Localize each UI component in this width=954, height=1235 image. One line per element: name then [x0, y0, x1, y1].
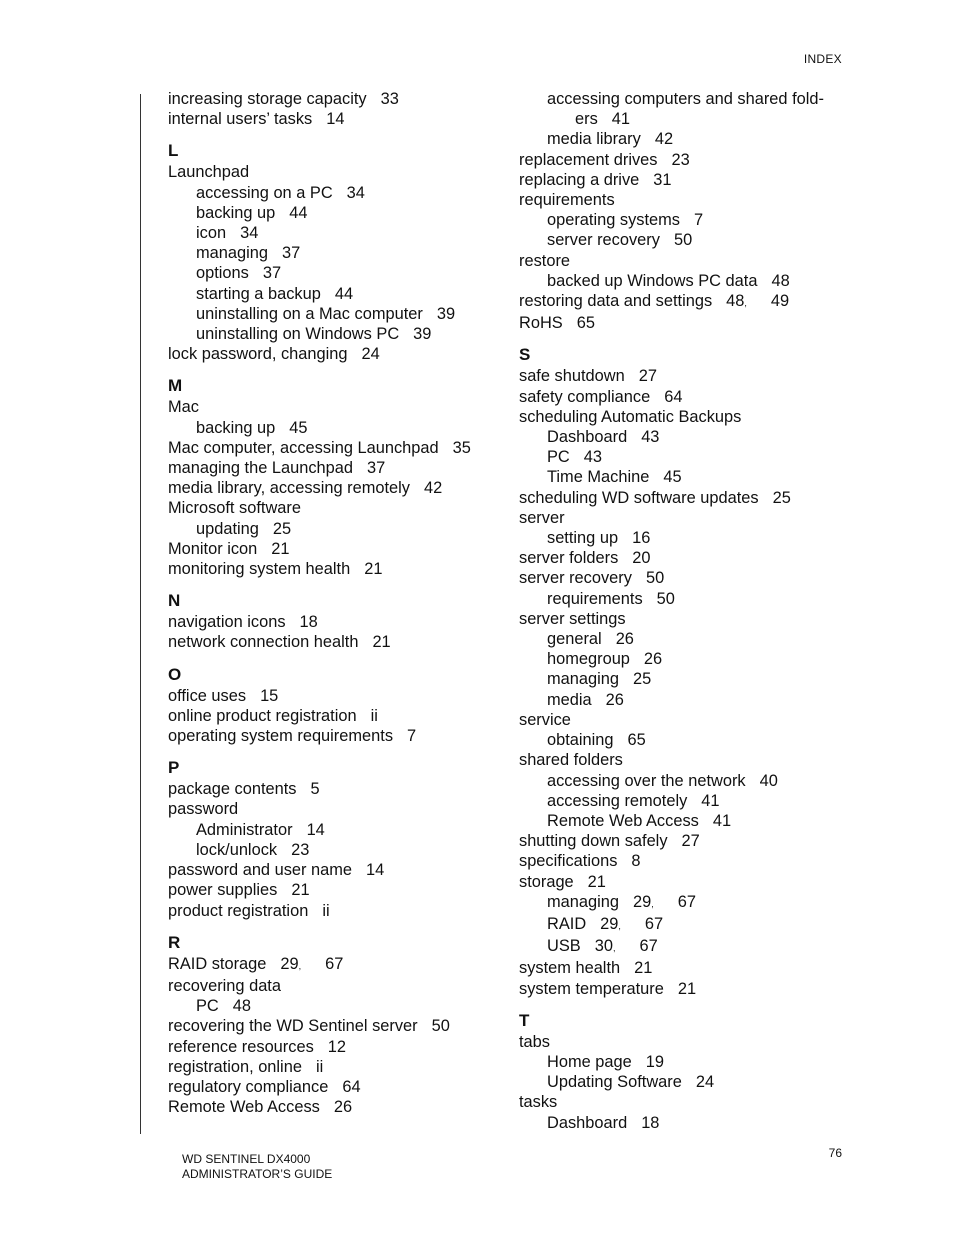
index-term: backing up [196, 418, 276, 437]
index-term: package contents [168, 780, 297, 799]
page-reference-link[interactable]: 67 [644, 914, 664, 933]
index-term: shared folders [519, 751, 623, 770]
index-term: increasing storage capacity [168, 90, 367, 108]
page-separator: , [298, 960, 302, 971]
index-term: server [519, 508, 565, 527]
index-entry [519, 251, 849, 271]
page-reference-link[interactable]: 42 [424, 479, 443, 498]
index-term: office uses [168, 686, 247, 705]
index-term: storage [519, 872, 574, 891]
index-subentry [519, 210, 849, 230]
index-letter-heading: T [519, 1010, 530, 1030]
index-subentry [519, 629, 849, 649]
index-term: service [519, 710, 571, 729]
index-term: registration, online [168, 1057, 302, 1076]
index-entry [168, 89, 508, 109]
index-term: general [547, 630, 602, 649]
index-term: obtaining [547, 731, 614, 750]
index-entry [519, 190, 849, 210]
index-subentry [519, 271, 849, 291]
index-term: Monitor icon [168, 539, 258, 558]
footer [182, 1152, 332, 1182]
index-term: RoHS [519, 314, 563, 333]
index-letter-heading: R [168, 932, 181, 952]
index-entry [168, 779, 508, 799]
index-term: safety compliance [519, 387, 651, 406]
index-term: safe shutdown [519, 367, 625, 386]
index-term: accessing over the network [547, 771, 746, 790]
index-term: system health [519, 959, 621, 978]
index-entry [519, 366, 849, 386]
index-entry [168, 612, 508, 632]
page-reference-link[interactable]: 34 [240, 224, 259, 243]
page-reference-link[interactable]: 50 [673, 231, 693, 250]
index-entry [519, 979, 849, 999]
index-term: power supplies [168, 881, 278, 900]
page-reference-link[interactable]: 5 [310, 780, 320, 799]
page-reference-link[interactable]: 19 [645, 1052, 664, 1071]
page-reference-link[interactable]: 67 [639, 937, 658, 956]
page-reference-link[interactable]: 48 [726, 292, 745, 311]
page-reference-link[interactable]: 14 [326, 110, 345, 129]
index-subentry [168, 243, 508, 263]
index-term: Remote Web Access [168, 1098, 320, 1117]
index-subentry [519, 649, 849, 669]
index-subentry [168, 203, 508, 223]
page-reference-link[interactable]: 50 [645, 569, 665, 588]
index-entry [168, 1057, 508, 1077]
index-subentry [168, 304, 508, 324]
index-entry [168, 559, 508, 579]
page-reference-link[interactable]: 15 [260, 686, 279, 705]
index-term: Mac [168, 398, 199, 417]
section-header: INDEX [803, 52, 842, 66]
index-subentry [168, 263, 508, 283]
page-reference-link[interactable]: 21 [587, 872, 606, 891]
index-term: reference resources [168, 1037, 314, 1056]
index-term: specifications [519, 852, 618, 871]
index-term: monitoring system health [168, 560, 351, 579]
index-term: PC [547, 448, 570, 467]
page-reference-link[interactable]: 23 [671, 150, 690, 169]
index-subentry [519, 690, 849, 710]
index-entry [519, 313, 849, 333]
index-entry [519, 548, 849, 568]
index-subentry [519, 1052, 849, 1072]
margin-rule [140, 94, 141, 1134]
page-reference-link[interactable]: 37 [282, 244, 301, 263]
index-term: accessing remotely [547, 791, 688, 810]
index-term: homegroup [547, 650, 630, 669]
index-entry [519, 831, 849, 851]
page-reference-link[interactable]: 50 [431, 1017, 450, 1036]
index-term: Administrator [196, 820, 293, 839]
index-term: system temperature [519, 979, 664, 998]
index-subentry [519, 1072, 849, 1092]
page-reference-link[interactable]: 41 [701, 791, 720, 810]
page-reference-link[interactable]: 37 [367, 459, 386, 478]
index-subentry [168, 418, 508, 438]
page-reference-link[interactable]: 43 [641, 428, 660, 447]
page-reference-link[interactable]: 67 [677, 892, 696, 911]
page-reference-link[interactable]: 21 [372, 633, 391, 652]
footer-product-name: WD SENTINEL DX4000 [182, 1152, 311, 1166]
index-entry [168, 954, 508, 976]
index-term: managing [196, 244, 268, 263]
page-separator: , [612, 943, 616, 954]
index-term: RAID storage [168, 954, 267, 973]
index-term: network connection health [168, 633, 359, 652]
index-entry [168, 976, 508, 996]
index-term: requirements [547, 589, 643, 608]
page-reference-link[interactable]: 40 [759, 771, 778, 790]
index-entry [168, 344, 508, 364]
index-term: updating [196, 519, 259, 538]
index-term: Remote Web Access [547, 811, 699, 830]
index-letter-heading: L [168, 141, 179, 161]
index-entry [519, 958, 849, 978]
index-entry [168, 458, 508, 478]
index-subentry [168, 324, 508, 344]
page-reference-link[interactable]: 26 [643, 650, 663, 669]
index-term: navigation icons [168, 613, 286, 632]
index-term: recovering the WD Sentinel server [168, 1017, 418, 1036]
index-term: USB [547, 937, 581, 956]
page-reference-link[interactable]: 48 [232, 997, 252, 1016]
index-entry [168, 109, 508, 129]
page-reference-link[interactable]: 41 [611, 110, 631, 129]
page-reference-link[interactable]: 41 [712, 811, 732, 830]
index-entry [168, 438, 508, 458]
page-reference-link[interactable]: 45 [663, 468, 682, 487]
page-reference-link[interactable]: 21 [677, 979, 697, 998]
index-subentry [519, 730, 849, 750]
index-term: Home page [547, 1052, 632, 1071]
index-term: scheduling Automatic Backups [519, 407, 742, 426]
index-term: Launchpad [168, 163, 250, 182]
index-entry [168, 1077, 508, 1097]
page-separator: , [651, 898, 654, 909]
page-reference-link[interactable]: 7 [694, 211, 704, 230]
page-reference-link[interactable]: 64 [342, 1077, 361, 1096]
page-reference-link[interactable]: 31 [653, 170, 672, 189]
index-term: options [196, 264, 249, 283]
index-term: product registration [168, 901, 309, 920]
index-entry [519, 291, 849, 313]
page-separator: , [744, 298, 747, 309]
page-reference-link[interactable]: 37 [262, 264, 282, 283]
footer-guide-title: ADMINISTRATOR’S GUIDE [182, 1167, 333, 1181]
page-reference-link[interactable]: 43 [583, 448, 603, 467]
index-term: tasks [519, 1093, 558, 1112]
index-entry [519, 170, 849, 190]
page-reference-link[interactable]: 50 [656, 589, 675, 608]
index-subentry [519, 811, 849, 831]
page-reference-link[interactable]: 25 [633, 670, 652, 689]
index-term: media [547, 690, 592, 709]
page-reference-link[interactable]: 23 [291, 840, 310, 859]
index-term: accessing on a PC [196, 183, 333, 202]
index-term: Microsoft software [168, 499, 301, 518]
page-reference-link[interactable]: 34 [346, 183, 365, 202]
page-reference-link[interactable]: 65 [576, 314, 595, 333]
page-reference-link[interactable]: 8 [631, 852, 641, 871]
page-reference-link[interactable]: 26 [333, 1098, 353, 1117]
index-term: media library [547, 130, 641, 149]
index-entry [168, 478, 508, 498]
index-entry [519, 387, 849, 407]
page-number: 76 [828, 1146, 842, 1160]
page-reference-link[interactable]: 48 [771, 271, 790, 290]
index-entry [168, 901, 508, 921]
page-reference-link[interactable]: ii [322, 901, 330, 920]
index-term: starting a backup [196, 284, 321, 303]
index-term: Dashboard [547, 1113, 628, 1132]
page-reference-link[interactable]: 64 [664, 387, 683, 406]
page-reference-link[interactable]: 65 [627, 731, 646, 750]
index-term: lock password, changing [168, 345, 348, 364]
index-letter-heading: S [519, 345, 531, 365]
index-term: uninstalling on Windows PC [196, 325, 400, 344]
index-subentry [168, 820, 508, 840]
page-reference-link[interactable]: 21 [291, 881, 310, 900]
index-entry [519, 1092, 849, 1112]
index-term: managing [547, 670, 619, 689]
index-term: requirements [519, 191, 615, 210]
index-subentry [519, 936, 849, 958]
page-reference-link[interactable]: 14 [366, 861, 385, 880]
page-reference-link[interactable]: 12 [327, 1037, 346, 1056]
index-subentry [519, 791, 849, 811]
index-term: Updating Software [547, 1073, 682, 1092]
index-term: setting up [547, 529, 619, 548]
page-reference-link[interactable]: 16 [632, 529, 651, 548]
index-term: managing [547, 892, 619, 911]
index-entry [168, 1097, 508, 1117]
index-subentry [519, 447, 849, 467]
page-reference-link[interactable]: 29 [280, 954, 299, 973]
page-reference-link[interactable]: 18 [299, 613, 318, 632]
page-reference-link[interactable]: 45 [289, 418, 308, 437]
index-subentry [519, 1113, 849, 1133]
index-term: PC [196, 997, 219, 1016]
index-column-right [519, 89, 849, 1133]
index-term: backed up Windows PC data [547, 271, 758, 290]
index-term: uninstalling on a Mac computer [196, 304, 423, 323]
index-subentry [519, 892, 849, 914]
index-entry [168, 1016, 508, 1036]
index-entry [168, 632, 508, 652]
index-entry [519, 568, 849, 588]
index-subentry [519, 589, 849, 609]
index-term: restore [519, 251, 571, 270]
index-term: replacement drives [519, 150, 658, 169]
index-subentry [168, 840, 508, 860]
index-subentry [168, 223, 508, 243]
index-subentry [168, 183, 508, 203]
page-reference-link[interactable]: 24 [695, 1073, 715, 1092]
index-term: scheduling WD software updates [519, 488, 759, 507]
index-subentry [519, 914, 849, 936]
index-term: Time Machine [547, 468, 650, 487]
index-term: server recovery [519, 569, 632, 588]
index-entry [519, 851, 849, 871]
index-entry [519, 609, 849, 629]
index-entry [168, 860, 508, 880]
index-subentry [168, 519, 508, 539]
index-term: server settings [519, 609, 626, 628]
index-term: media library, accessing remotely [168, 479, 411, 498]
index-letter-heading: N [168, 591, 181, 611]
index-subentry [168, 996, 508, 1016]
index-entry [168, 498, 508, 518]
index-entry [519, 1032, 849, 1052]
index-entry [519, 150, 849, 170]
index-term: lock/unlock [196, 840, 278, 859]
index-subentry [519, 528, 849, 548]
index-term: icon [196, 224, 227, 243]
index-entry [519, 508, 849, 528]
index-term: backing up [196, 203, 276, 222]
page-reference-link[interactable]: 27 [638, 367, 657, 386]
index-term: password [168, 800, 239, 819]
page-reference-link[interactable]: 26 [615, 630, 634, 649]
page-reference-link[interactable]: 24 [361, 345, 380, 364]
page-reference-link[interactable]: 44 [289, 203, 308, 222]
index-term: replacing a drive [519, 170, 640, 189]
index-letter-heading: O [168, 664, 182, 684]
page-reference-link[interactable]: 30 [594, 937, 613, 956]
page-reference-link[interactable]: 39 [436, 304, 456, 323]
page-reference-link[interactable]: 21 [364, 560, 383, 579]
index-term: regulatory compliance [168, 1077, 329, 1096]
page-reference-link[interactable]: 20 [632, 549, 651, 568]
index-term: server folders [519, 549, 619, 568]
page-reference-link[interactable]: 14 [306, 820, 325, 839]
index-letter-heading: M [168, 376, 183, 396]
page-reference-link[interactable]: 25 [272, 519, 292, 538]
index-column-left [168, 89, 508, 1117]
index-term: accessing computers and shared fold-ers [547, 90, 824, 129]
index-entry [519, 872, 849, 892]
page-reference-link[interactable]: ii [315, 1057, 324, 1076]
index-entry [168, 880, 508, 900]
index-entry [168, 726, 508, 746]
index-entry [168, 397, 508, 417]
index-letter-heading: P [168, 758, 180, 778]
index-entry [168, 539, 508, 559]
page-reference-link[interactable]: 35 [452, 438, 471, 457]
index-term: Dashboard [547, 428, 628, 447]
index-entry [168, 162, 508, 182]
page-reference-link[interactable]: 49 [770, 292, 790, 311]
page-reference-link[interactable]: 67 [325, 954, 344, 973]
index-term: Mac computer, accessing Launchpad [168, 438, 439, 457]
index-subentry [519, 230, 849, 250]
page-reference-link[interactable]: 29 [633, 892, 652, 911]
index-term: password and user name [168, 861, 353, 880]
index-term: internal users’ tasks [168, 110, 313, 129]
page-reference-link[interactable]: 39 [413, 325, 432, 344]
index-subentry [519, 427, 849, 447]
page-reference-link[interactable]: 7 [407, 727, 417, 746]
index-term: operating systems [547, 211, 681, 230]
index-subentry [519, 771, 849, 791]
page-reference-link[interactable]: 44 [334, 284, 354, 303]
page-reference-link[interactable]: 27 [681, 832, 700, 851]
index-term: operating system requirements [168, 727, 394, 746]
index-term: recovering data [168, 976, 281, 995]
index-term: managing the Launchpad [168, 459, 354, 478]
index-subentry [519, 669, 849, 689]
page-reference-link[interactable]: 42 [654, 130, 674, 149]
index-term: tabs [519, 1032, 550, 1051]
index-entry [168, 799, 508, 819]
index-subentry [168, 284, 508, 304]
index-subentry [519, 467, 849, 487]
page-reference-link[interactable]: 26 [605, 690, 624, 709]
page-reference-link[interactable]: 21 [634, 959, 653, 978]
page-reference-link[interactable]: 29 [600, 914, 619, 933]
index-subentry [519, 89, 849, 129]
page-reference-link[interactable]: ii [370, 706, 378, 725]
index-entry [519, 710, 849, 730]
index-subentry [519, 129, 849, 149]
page-reference-link[interactable]: 21 [271, 539, 290, 558]
index-term: online product registration [168, 706, 357, 725]
index-term: RAID [547, 914, 587, 933]
index-entry [168, 1037, 508, 1057]
index-entry [168, 706, 508, 726]
page-separator: , [618, 920, 621, 931]
page-reference-link[interactable]: 18 [641, 1113, 660, 1132]
index-entry [168, 686, 508, 706]
page-reference-link[interactable]: 25 [772, 488, 791, 507]
index-entry [519, 407, 849, 427]
index-entry [519, 750, 849, 770]
index-term: shutting down safely [519, 832, 668, 851]
index-term: server recovery [547, 231, 660, 250]
index-entry [519, 488, 849, 508]
index-term: restoring data and settings [519, 292, 713, 311]
page-reference-link[interactable]: 33 [380, 90, 399, 108]
